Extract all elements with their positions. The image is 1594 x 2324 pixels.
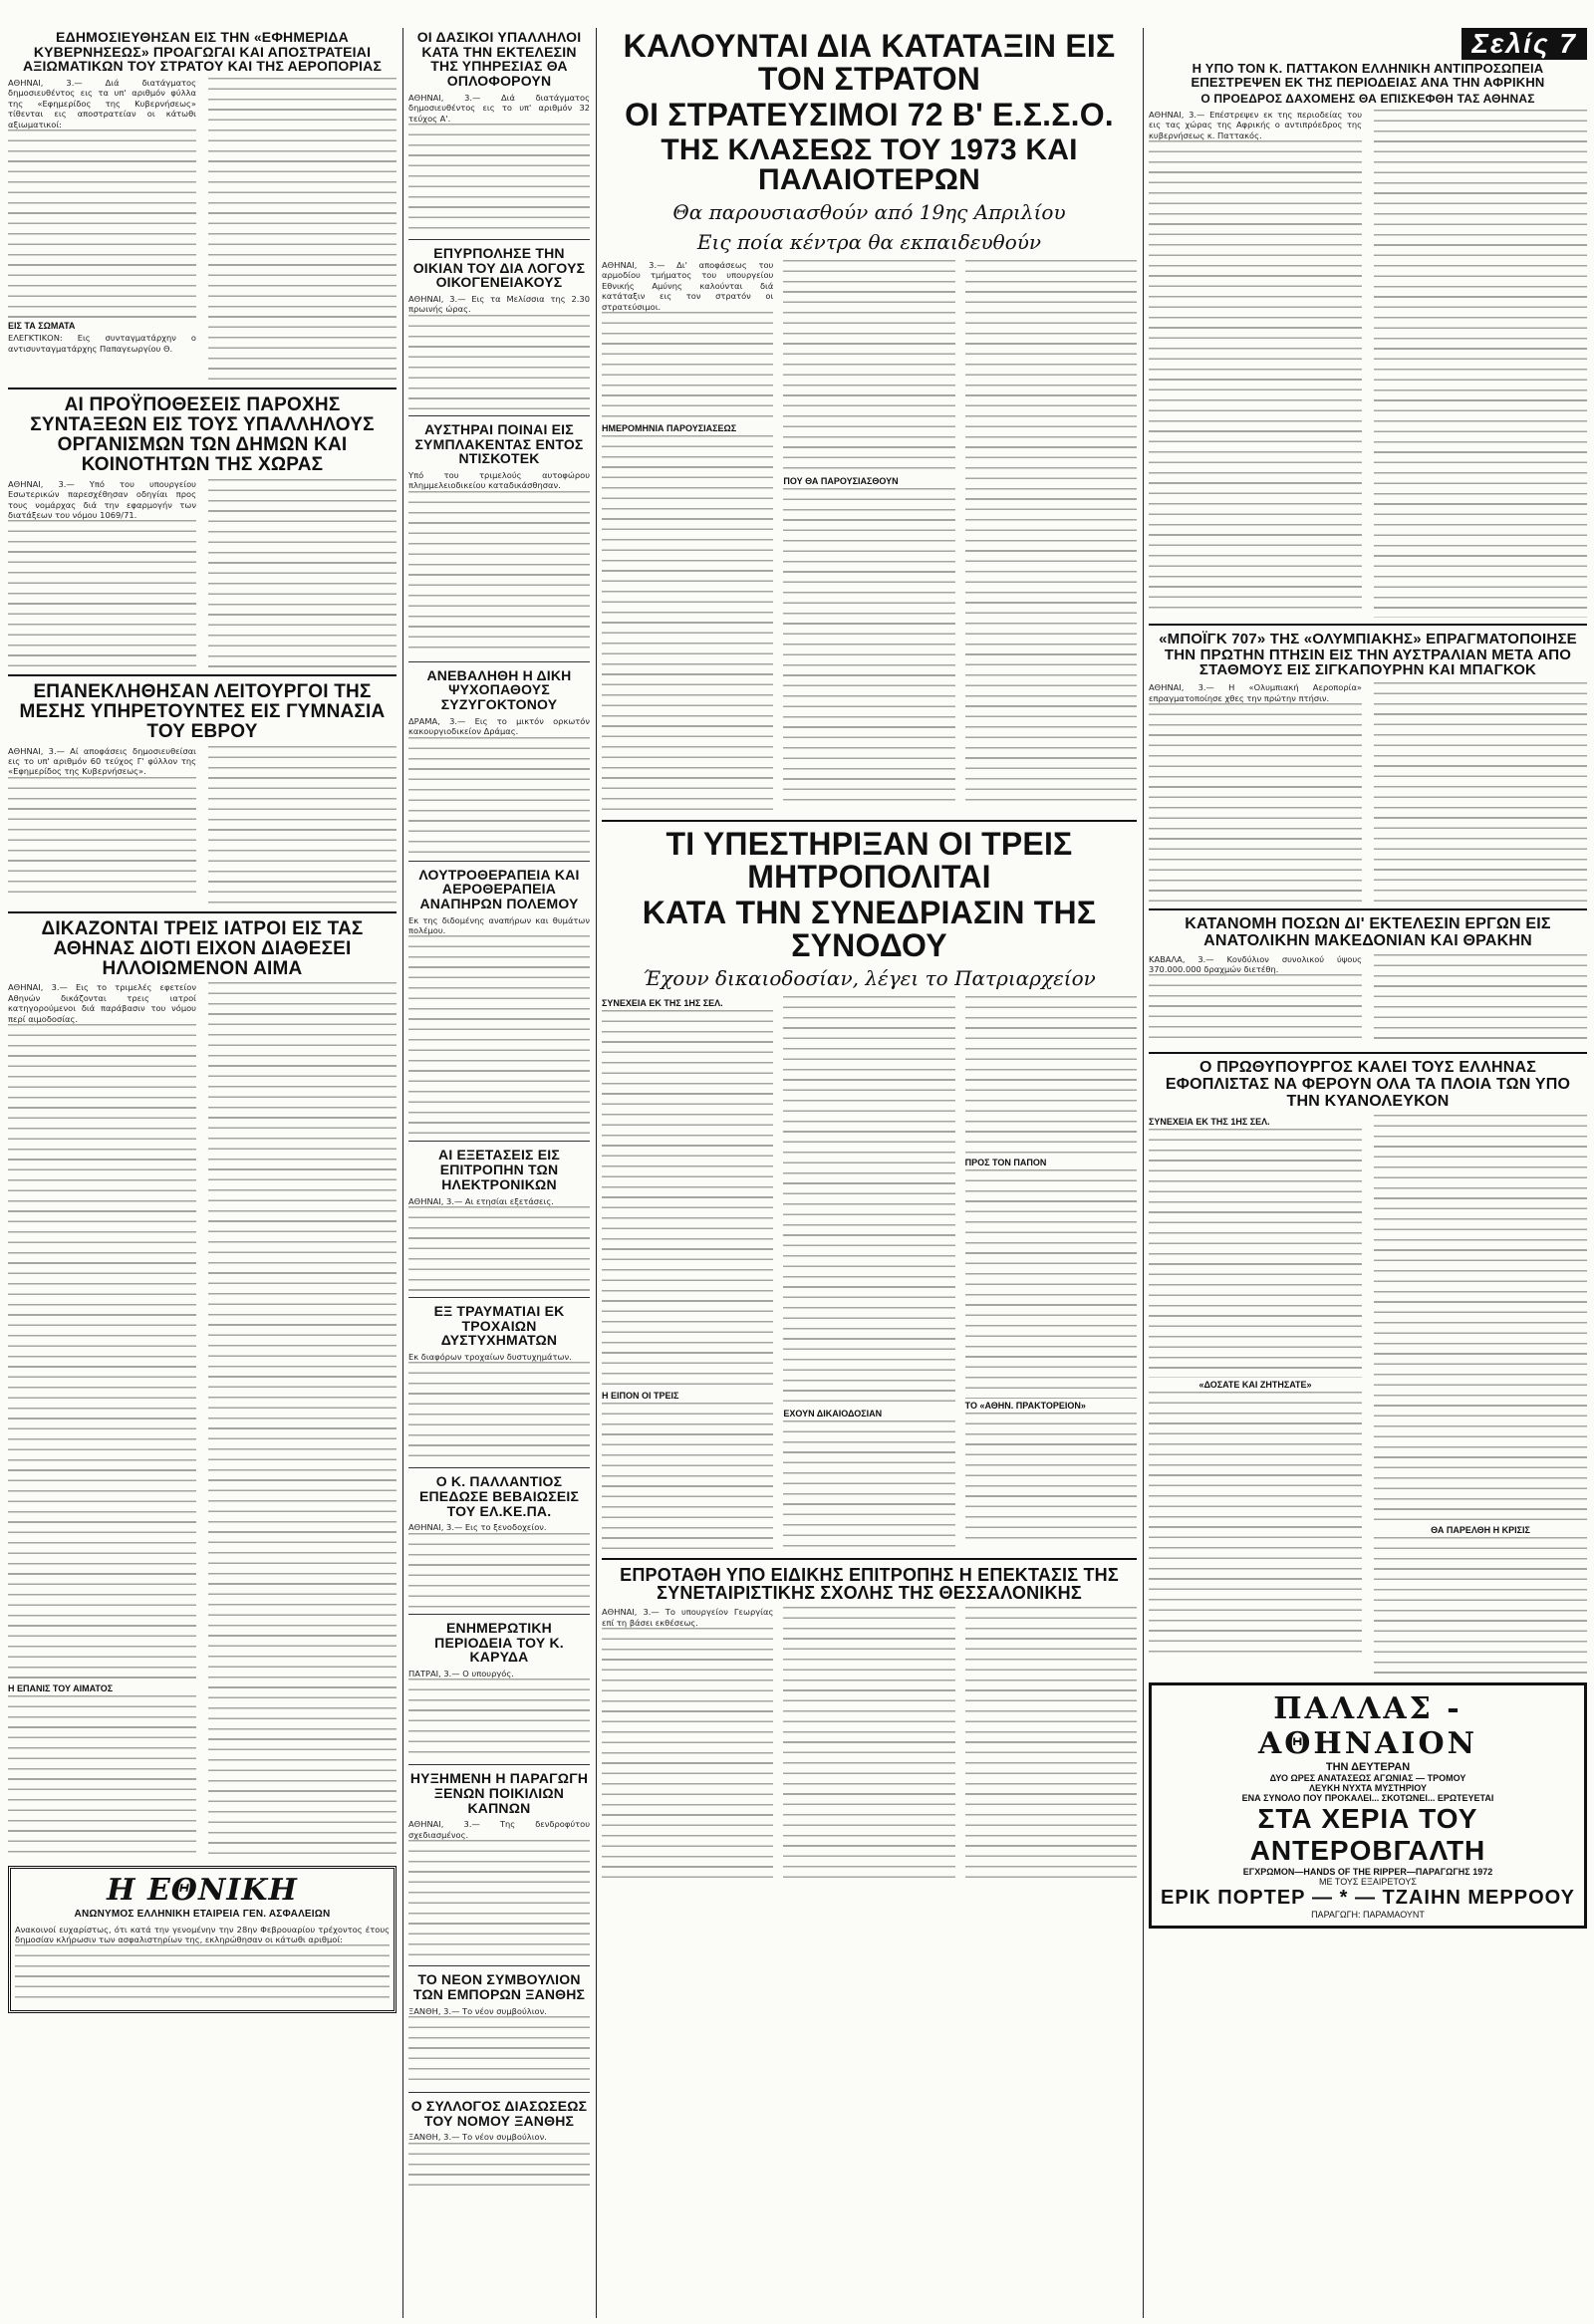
synod-headline-line1: ΤΙ ΥΠΕΣΤΗΡΙΞΑΝ ΟΙ ΤΡΕΙΣ ΜΗΤΡΟΠΟΛΙΤΑΙ — [665, 826, 1073, 895]
subhead: ΠΡΟΣ ΤΟΝ ΠΑΠΟΝ — [964, 1157, 1047, 1167]
headline-hydrotherapy: ΛΟΥΤΡΟΘΕΡΑΠΕΙΑ ΚΑΙ ΑΕΡΟΘΕΡΑΠΕΙΑ ΑΝΑΠΗΡΩΝ ΠΟΛΕΜΟΥ — [418, 866, 580, 911]
article-text-block — [1374, 1537, 1587, 1675]
cooperative-school-headline: ΕΠΡΟΤΑΘΗ ΥΠΟ ΕΙΔΙΚΗΣ ΕΠΙΤΡΟΠΗΣ Η ΕΠΕΚΤΑΣΙΣ ΤΗΣ ΣΥΝΕΤΑΙΡΙΣΤΙΚΗΣ ΣΧΟΛΗΣ ΤΗΣ ΘΕΣΣΑΛΟΝΙΚΗΣ — [620, 1564, 1119, 1604]
subhead: «ΔΟΣΑΤΕ ΚΑΙ ΖΗΤΗΣΑΤΕ» — [1198, 1379, 1312, 1390]
article-text-block — [408, 737, 590, 855]
article-lead: ΑΘΗΝΑΙ, 3.— Εις το ξενοδοχείον. — [408, 1522, 547, 1533]
headline-teachers: ΕΠΑΝΕΚΛΗΘΗΣΑΝ ΛΕΙΤΟΥΡΓΟΙ ΤΗΣ ΜΕΣΗΣ ΥΠΗΡΕΤΟΥΝΤΕΣ ΕΙΣ ΓΥΜΝΑΣΙΑ ΤΟΥ ΕΒΡΟΥ — [19, 680, 386, 742]
article-lead: Υπό του τριμελούς αυτοφώρου πλημμελειοδικείου καταδικάσθησαν. — [408, 469, 590, 491]
article-text-block — [8, 1695, 196, 1860]
article-lead: ΑΘΗΝΑΙ, 3.— Αι ετησίαι εξετάσεις. — [408, 1195, 554, 1206]
continuation-note: ΣΥΝΕΧΕΙΑ ΕΚ ΤΗΣ 1ΗΣ ΣΕΛ. — [602, 997, 723, 1008]
article-lead: Εκ διαφόρων τροχαίων δυστυχημάτων. — [408, 1352, 572, 1362]
headline-traffic-injuries: ΕΞ ΤΡΑΥΜΑΤΙΑΙ ΕΚ ΤΡΟΧΑΙΩΝ ΔΥΣΤΥΧΗΜΑΤΩΝ — [433, 1302, 565, 1349]
article-text-block — [8, 129, 196, 319]
article-text-block — [965, 1169, 1137, 1399]
main-headline-line2: ΟΙ ΣΤΡΑΤΕΥΣΙΜΟΙ 72 Β' Ε.Σ.Σ.Ο. — [625, 97, 1114, 133]
article-text-block — [15, 1944, 390, 2006]
ad-tagline-2: ΛΕΥΚΗ ΝΥΧΤΑ ΜΥΣΤΗΡΙΟΥ — [1309, 1782, 1427, 1793]
headline-pensions: ΑΙ ΠΡΟΫΠΟΘΕΣΕΙΣ ΠΑΡΟΧΗΣ ΣΥΝΤΑΞΕΩΝ ΕΙΣ ΤΟΥΣ ΥΠΑΛΛΗΛΟΥΣ ΟΡΓΑΝΙΣΜΩΝ ΤΩΝ ΔΗΜΩΝ ΚΑΙ ΚΟΙΝΟΤΗΤΩΝ ΤΗΣ ΧΩΡΑΣ — [30, 394, 375, 475]
ad-tagline-3: ΕΝΑ ΣΥΝΟΛΟ ΠΟΥ ΠΡΟΚΑΛΕΙ... ΣΚΟΤΩΝΕΙ... ΕΡΩΤΕΥΕΤΑΙ — [1241, 1792, 1494, 1803]
article-text-block — [408, 491, 590, 655]
article-text-block — [408, 1362, 590, 1461]
subhead: ΠΟΥ ΘΑ ΠΑΡΟΥΣΙΑΣΘΟΥΝ — [783, 476, 899, 487]
ethniki-subtitle: ΑΝΩΝΥΜΟΣ ΕΛΛΗΝΙΚΗ ΕΤΑΙΡΕΙΑ ΓΕΝ. ΑΣΦΑΛΕΙΩΝ — [74, 1909, 331, 1921]
article-lead: ΑΘΗΝΑΙ, 3.— Υπό του υπουργείου Εσωτερικών παρεσχέθησαν οδηγίαι προς τους νομάρχας διά την εφαρμογήν των διατάξεων του νόμου 1069/71. — [8, 478, 196, 521]
headline-pattakos: Η ΥΠΟ ΤΟΝ Κ. ΠΑΤΤΑΚΟΝ ΕΛΛΗΝΙΚΗ ΑΝΤΙΠΡΟΣΩΠΕΙΑ ΕΠΕΣΤΡΕΨΕΝ ΕΚ ΤΗΣ ΠΕΡΙΟΔΕΙΑΣ ΑΝΑ ΤΗΝ ΑΦΡΙΚΗΝ — [1191, 61, 1545, 90]
article-text-block — [602, 1010, 773, 1389]
headline-karydas-tour: ΕΝΗΜΕΡΩΤΙΚΗ ΠΕΡΙΟΔΕΙΑ ΤΟΥ Κ. ΚΑΡΥΔΑ — [434, 1619, 564, 1666]
article-lead: ΑΘΗΝΑΙ, 3.— Η «Ολυμπιακή Αεροπορία» επραγματοποίησε χθες την πρώτην πτήσιν. — [1149, 682, 1362, 703]
headline-discotheque: ΑΥΣΤΗΡΑΙ ΠΟΙΝΑΙ ΕΙΣ ΣΥΜΠΛΑΚΕΝΤΑΣ ΕΝΤΟΣ ΝΤΙΣΚΟΤΕΚ — [414, 420, 584, 467]
article-text-block — [1149, 1392, 1362, 1661]
headline-tobacco: ΗΥΞΗΜΕΝΗ Η ΠΑΡΑΓΩΓΗ ΞΕΝΩΝ ΠΟΙΚΙΛΙΩΝ ΚΑΠΝΩΝ — [409, 1770, 589, 1816]
ethniki-text: Ανακοινοί ευχαρίστως, ότι κατά την γενομένην την 28ην Φεβρουαρίου τρέχοντος έτους δημοσίαν κλήρωσιν των ασφαλιστηρίων της, εκληρώθησαν οι κάτωθι αριθμοί: — [15, 1924, 390, 1944]
ethniki-title: Η ΕΘΝΙΚΗ — [107, 1873, 298, 1909]
article-text-block — [783, 1420, 954, 1550]
article-text-block — [602, 1628, 773, 1887]
page-number-badge: Σελίς 7 — [1461, 28, 1587, 60]
article-text-block — [208, 479, 397, 668]
synod-subheadline: Έχουν δικαιοδοσίαν, λέγει το Πατριαρχείον — [643, 965, 1096, 990]
article-lead: ΞΑΝΘΗ, 3.— Το νέον συμβούλιον. — [408, 2132, 547, 2143]
article-lead: ΔΡΑΜΑ, 3.— Εις το μικτόν ορκωτόν κακουργιοδικείον Δράμας. — [408, 715, 590, 737]
article-text-block — [408, 1206, 590, 1291]
ad-day: ΤΗΝ ΔΕΥΤΕΡΑΝ — [1325, 1760, 1411, 1773]
headline-officers: ΕΔΗΜΟΣΙΕΥΘΗΣΑΝ ΕΙΣ ΤΗΝ «ΕΦΗΜΕΡΙΔΑ ΚΥΒΕΡΝΗΣΕΩΣ» ΠΡΟΑΓΩΓΑΙ ΚΑΙ ΑΠΟΣΤΡΑΤΕΙΑΙ ΑΞΙΩΜΑΤΙΚΩΝ ΤΟΥ ΣΤΡΑΤΟΥ ΚΑΙ ΤΗΣ ΑΕΡΟΠΟΡΙΑΣ — [22, 29, 383, 75]
article-text-block — [1374, 110, 1587, 618]
headline-doctors: ΔΙΚΑΖΟΝΤΑΙ ΤΡΕΙΣ ΙΑΤΡΟΙ ΕΙΣ ΤΑΣ ΑΘΗΝΑΣ ΔΙΟΤΙ ΕΙΧΟΝ ΔΙΑΘΕΣΕΙ ΗΛΛΟΙΩΜΕΝΟΝ ΑΙΜΑ — [41, 917, 364, 979]
article-text-block — [965, 1607, 1137, 1886]
article-text-block — [783, 488, 954, 805]
subhead: ΕΙΣ ΤΑ ΣΩΜΑΤΑ — [8, 321, 76, 332]
main-subheadline-1: Θα παρουσιασθούν από 19ης Απριλίου — [672, 200, 1066, 225]
headline-shipowners: Ο ΠΡΩΘΥΠΟΥΡΓΟΣ ΚΑΛΕΙ ΤΟΥΣ ΕΛΛΗΝΑΣ ΕΦΟΠΛΙΣΤΑΣ ΝΑ ΦΕΡΟΥΝ ΟΛΑ ΤΑ ΠΛΟΙΑ ΤΩΝ ΥΠΟ ΤΗΝ ΚΥΑΝΟΛΕΥΚΟΝ — [1165, 1059, 1571, 1110]
subhead: ΗΜΕΡΟΜΗΝΙΑ ΠΑΡΟΥΣΙΑΣΕΩΣ — [602, 423, 737, 434]
cinema-advertisement — [1149, 1682, 1587, 1929]
article-text-block — [8, 1024, 196, 1681]
article-lead: ΠΑΤΡΑΙ, 3.— Ο υπουργός. — [408, 1668, 514, 1678]
continuation-note: ΣΥΝΕΧΕΙΑ ΕΚ ΤΗΣ 1ΗΣ ΣΕΛ. — [1149, 1116, 1270, 1127]
article-lead: ΑΘΗΝΑΙ, 3.— Διά διατάγματος δημοσιευθέντος εις τα υπ' αριθμόν φύλλα της «Εφημερίδος της Κυβερνήσεως» τίθενται εις αποστρατείαν οι κάτωθι αξιωματικοί: — [8, 78, 196, 129]
article-lead: Εκ της διδομένης αναπήρων και θυμάτων πολέμου. — [408, 914, 590, 936]
article-text-block — [1374, 1115, 1587, 1523]
main-headline-line1: ΚΑΛΟΥΝΤΑΙ ΔΙΑ ΚΑΤΑΤΑΞΙΝ ΕΙΣ ΤΟΝ ΣΤΡΑΤΟΝ — [623, 28, 1116, 97]
article-text-block — [208, 746, 397, 905]
article-text-block — [408, 1533, 590, 1608]
main-headline-line3: ΤΗΣ ΚΛΑΣΕΩΣ ΤΟΥ 1973 ΚΑΙ ΠΑΛΑΙΟΤΕΡΩΝ — [661, 132, 1078, 197]
article-text-block — [602, 1403, 773, 1552]
article-text-block — [208, 982, 397, 1859]
article-lead: ΑΘΗΝΑΙ, 3.— Διά διατάγματος δημοσιευθέντος εις το υπ' αριθμόν 32 τεύχος Α'. — [408, 92, 590, 124]
article-text-block — [1374, 954, 1587, 1046]
article-text-block — [208, 78, 397, 382]
column-4 — [1149, 28, 1587, 2318]
article-text-block — [408, 935, 590, 1135]
headline-xanthi-merchants: ΤΟ ΝΕΟΝ ΣΥΜΒΟΥΛΙΟΝ ΤΩΝ ΕΜΠΟΡΩΝ ΞΑΝΘΗΣ — [412, 1971, 586, 2002]
article-text-block — [783, 1607, 954, 1886]
article-text-block — [965, 996, 1137, 1156]
article-text-block — [1149, 1129, 1362, 1378]
article-lead: ΑΘΗΝΑΙ, 3.— Εις τα Μελίσσια της 2.30 πρωινής ώρας. — [408, 294, 590, 315]
headline-olympic-boeing: «ΜΠΟΪΓΚ 707» ΤΗΣ «ΟΛΥΜΠΙΑΚΗΣ» ΕΠΡΑΓΜΑΤΟΠΟΙΗΣΕ ΤΗΝ ΠΡΩΤΗΝ ΠΤΗΣΙΝ ΕΙΣ ΤΗΝ ΑΥΣΤΡΑΛΙΑΝ ΜΕΤΑ ΑΠΟ ΣΤΑΘΜΟΥΣ ΕΙΣ ΣΙΓΚΑΠΟΥΡΗΝ ΚΑΙ ΜΠΑΓΚΟΚ — [1159, 630, 1577, 679]
ad-with: ΜΕ ΤΟΥΣ ΕΞΑΙΡΕΤΟΥΣ — [1319, 1876, 1417, 1887]
article-text-block — [1149, 974, 1362, 1046]
article-text-block — [1149, 703, 1362, 903]
article-text-block — [783, 260, 954, 474]
subhead: ΕΧΟΥΝ ΔΙΚΑΙΟΔΟΣΙΑΝ — [783, 1408, 883, 1419]
ad-producer: ΠΑΡΑΓΩΓΗ: ΠΑΡΑΜΑΟΥΝΤ — [1311, 1909, 1425, 1920]
article-lead: ΕΛΕΓΚΤΙΚΟΝ: Εις συνταγματάρχην ο αντισυνταγματάρχης Παπαγεωργίου Θ. — [8, 333, 196, 354]
subhead: ΘΑ ΠΑΡΕΛΘΗ Η ΚΡΙΣΙΣ — [1431, 1524, 1530, 1535]
article-text-block — [965, 260, 1137, 806]
article-text-block — [408, 2016, 590, 2086]
headline-electronics-exams: ΑΙ ΕΞΕΤΑΣΕΙΣ ΕΙΣ ΕΠΙΤΡΟΠΗΝ ΤΩΝ ΗΛΕΚΤΡΟΝΙΚΩΝ — [438, 1147, 560, 1192]
column-3 — [602, 28, 1137, 2318]
article-text-block — [965, 1413, 1137, 1542]
column-1 — [8, 28, 397, 2318]
headline-macedonia-thrace: ΚΑΤΑΝΟΜΗ ΠΟΣΩΝ ΔΙ' ΕΚΤΕΛΕΣΙΝ ΕΡΓΩΝ ΕΙΣ ΑΝΑΤΟΛΙΚΗΝ ΜΑΚΕΔΟΝΙΑΝ ΚΑΙ ΘΡΑΚΗΝ — [1185, 914, 1551, 949]
article-lead: ΑΘΗΝΑΙ, 3.— Επέστρεψεν εκ της περιοδείας του εις τας χώρας της Αφρικής ο αντιπρόεδρος της κυβερνήσεως κ. Παττακός. — [1149, 109, 1362, 140]
column-2 — [408, 28, 590, 2318]
subhead: Η ΕΙΠΟΝ ΟΙ ΤΡΕΙΣ — [602, 1390, 679, 1401]
article-lead: ΞΑΝΘΗ, 3.— Το νέον συμβούλιον. — [408, 2005, 547, 2016]
headline-forest-officers: ΟΙ ΔΑΣΙΚΟΙ ΥΠΑΛΛΗΛΟΙ ΚΑΤΑ ΤΗΝ ΕΚΤΕΛΕΣΙΝ ΤΗΣ ΥΠΗΡΕΣΙΑΣ ΘΑ ΟΠΛΟΦΟΡΟΥΝ — [416, 29, 582, 90]
ad-tagline-1: ΔΥΟ ΩΡΕΣ ΑΝΑΤΑΣΕΩΣ ΑΓΩΝΙΑΣ — ΤΡΟΜΟΥ — [1269, 1772, 1466, 1783]
ethniki-insurance-notice — [8, 1866, 397, 2013]
article-text-block — [408, 315, 590, 409]
headline-arson: ΕΠΥΡΠΟΛΗΣΕ ΤΗΝ ΟΙΚΙΑΝ ΤΟΥ ΔΙΑ ΛΟΓΟΥΣ ΟΙΚΟΓΕΝΕΙΑΚΟΥΣ — [412, 244, 586, 291]
article-lead: ΑΘΗΝΑΙ, 3.— Δι' αποφάσεως του αρμοδίου τμήματος του υπουργείου Εθνικής Αμύνης καλούνται διά κατάταξιν εις τον στρατόν οι στρατεύσιμοι. — [602, 260, 774, 312]
article-text-block — [408, 124, 590, 233]
ad-stars: ΕΡΙΚ ΠΟΡΤΕΡ — * — ΤΖΑΙΗΝ ΜΕΡΡΟΟΥ — [1161, 1886, 1575, 1909]
article-text-block — [783, 996, 954, 1407]
article-text-block — [408, 1678, 590, 1758]
article-text-block — [1374, 682, 1587, 902]
article-text-block — [408, 2143, 590, 2193]
article-lead: ΑΘΗΝΑΙ, 3.— Εις το τριμελές εφετείον Αθηνών δικάζονται τρεις ιατροί κατηγορούμενοι διά παράβασιν του νόμου περί αιμοδοσίας. — [8, 982, 196, 1024]
article-text-block — [1149, 140, 1362, 609]
headline-pallantios: Ο Κ. ΠΑΛΛΑΝΤΙΟΣ ΕΠΕΔΩΣΕ ΒΕΒΑΙΩΣΕΙΣ ΤΟΥ ΕΛ.ΚΕ.ΠΑ. — [418, 1473, 580, 1519]
subhead: Η ΕΠΑΝΙΣ ΤΟΥ ΑΙΜΑΤΟΣ — [8, 1683, 114, 1694]
synod-headline-line2: ΚΑΤΑ ΤΗΝ ΣΥΝΕΔΡΙΑΣΙΝ ΤΗΣ ΣΥΝΟΔΟΥ — [642, 895, 1097, 963]
subheadline-dahomey: Ο ΠΡΟΕΔΡΟΣ ΔΑΧΟΜΕΗΣ ΘΑ ΕΠΙΣΚΕΦΘΗ ΤΑΣ ΑΘΗΝΑΣ — [1200, 92, 1535, 107]
article-text-block — [408, 1840, 590, 1959]
column-rule — [402, 28, 403, 2318]
article-lead: ΚΑΒΑΛΑ, 3.— Κονδύλιον συνολικού ύψους 370.000.000 δραχμών διετέθη. — [1149, 953, 1362, 974]
column-rule — [596, 28, 597, 2318]
article-text-block — [602, 312, 773, 421]
headline-trial-postponed: ΑΝΕΒΑΛΗΘΗ Η ΔΙΚΗ ΨΥΧΟΠΑΘΟΥΣ ΣΥΖΥΓΟΚΤΟΝΟΥ — [426, 666, 572, 713]
ad-film-subtitle: ΕΓΧΡΩΜΟΝ—HANDS OF THE RIPPER—ΠΑΡΑΓΩΓΗΣ 1972 — [1242, 1866, 1493, 1877]
main-subheadline-2: Εις ποία κέντρα θα εκπαιδευθούν — [696, 230, 1042, 255]
article-text-block — [602, 435, 773, 814]
article-text-block — [8, 777, 196, 897]
ad-film-title: ΣΤΑ ΧΕΡΙΑ ΤΟΥ ΑΝΤΕΡΟΒΓΑΛΤΗ — [1249, 1802, 1486, 1866]
article-text-block — [8, 520, 196, 667]
article-lead: ΑΘΗΝΑΙ, 3.— Το υπουργείον Γεωργίας επί τη βάσει εκθέσεως. — [602, 1607, 774, 1628]
article-lead: ΑΘΗΝΑΙ, 3.— Αί αποφάσεις δημοσιευθείσαι εις το υπ' αριθμόν 60 τεύχος Γ' φύλλον της «Εφημερίδος της Κυβερνήσεως». — [8, 745, 196, 777]
column-rule — [1143, 28, 1144, 2318]
article-lead: ΑΘΗΝΑΙ, 3.— Της δενδροφύτου σχεδιασμένος. — [408, 1819, 590, 1840]
ad-cinema-name: ΠΑΛΛΑΣ - ΑΘΗΝΑΙΟΝ — [1257, 1690, 1478, 1761]
subhead: ΤΟ «ΑΘΗΝ. ΠΡΑΚΤΟΡΕΙΟΝ» — [964, 1400, 1086, 1411]
headline-xanthi-rescue: Ο ΣΥΛΛΟΓΟΣ ΔΙΑΣΩΣΕΩΣ ΤΟΥ ΝΟΜΟΥ ΞΑΝΘΗΣ — [410, 2098, 588, 2129]
